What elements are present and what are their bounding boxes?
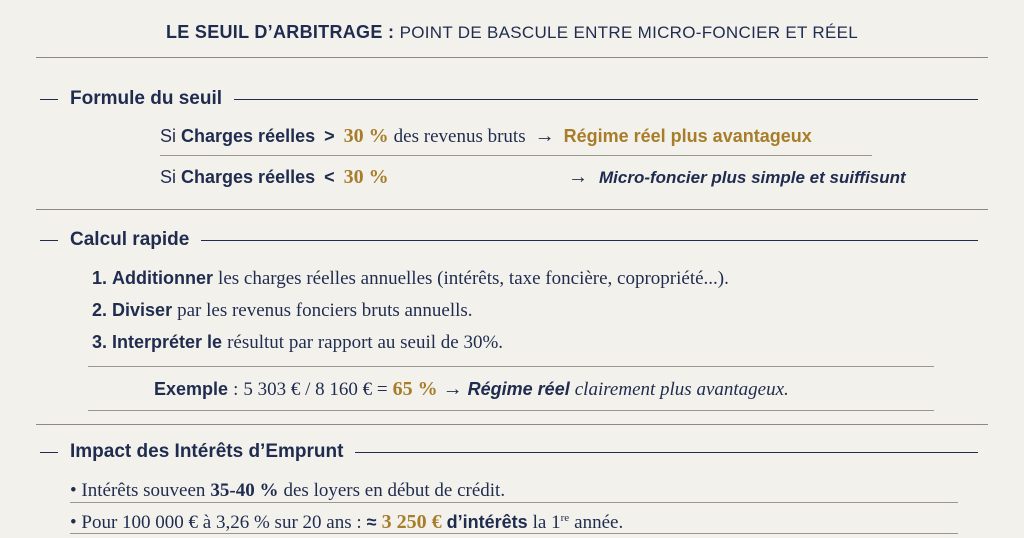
row1-si: Si: [160, 126, 177, 146]
calc-divider: [36, 424, 988, 425]
page-title: [0, 22, 1024, 43]
row1-operator: >: [324, 126, 335, 146]
row1-percent: 30 %: [343, 125, 389, 147]
bullet1-post: des loyers en début de crédit.: [283, 480, 506, 501]
formula-row-2-result: [568, 166, 906, 189]
heading-dash: [40, 452, 58, 453]
title-strong: LE SEUIL D’ARBITRAGE :: [165, 22, 395, 42]
calc-step-2: [92, 300, 473, 322]
step-verb: Interpréter le: [112, 332, 223, 352]
row2-percent: 30 %: [343, 166, 389, 188]
formula-heading-label: Formule du seuil: [70, 88, 223, 109]
bullet1-bold: 35-40 %: [210, 480, 279, 501]
calc-heading-label: Calcul rapide: [70, 229, 190, 250]
step-verb: Additionner: [112, 268, 214, 288]
row1-tail: des revenus bruts: [393, 126, 526, 147]
calc-step-1: [92, 268, 729, 290]
example-result: 65 %: [392, 378, 438, 400]
bullet2-pre: • Pour 100 000 € à 3,26 % sur 20 ans :: [70, 512, 362, 533]
bullet2-underline: [70, 533, 958, 534]
impact-heading-label: Impact des Intérêts d’Emprunt: [70, 441, 344, 462]
example-regime: Régime réel: [467, 379, 570, 399]
step-text: résultut par rapport au seuil de 30%.: [227, 332, 504, 353]
heading-dash: [40, 240, 58, 241]
example-bottom-line: [88, 410, 934, 411]
example-label: Exemple: [154, 379, 229, 399]
step-text: par les revenus fonciers bruts annuells.: [177, 300, 473, 321]
example-sep: :: [233, 379, 239, 400]
row2-result: Micro-foncier plus simple et suiffisunt: [599, 168, 906, 187]
step-text: les charges réelles annuelles (intérêts, taxe foncière, copropriété...).: [218, 268, 729, 289]
example-top-line: [88, 366, 934, 367]
bullet2-amount: 3 250 €: [381, 511, 442, 533]
step-number: 3.: [92, 332, 108, 352]
example-arrow: →: [442, 378, 463, 400]
impact-section-heading: [40, 440, 978, 464]
bullet2-post: la 1: [532, 512, 561, 533]
step-number: 1.: [92, 268, 108, 288]
bullet2-bold: d’intérêts: [446, 512, 528, 532]
example-tail: clairement plus avantageux.: [574, 379, 789, 400]
bullet2-post2: année.: [574, 512, 624, 533]
heading-line: [355, 452, 978, 453]
calc-step-3: [92, 332, 503, 354]
bullet2-sup: re: [560, 512, 570, 524]
step-number: 2.: [92, 300, 108, 320]
calc-section-heading: [40, 228, 978, 252]
bullet1-pre: • Intérêts souveen: [70, 480, 206, 501]
heading-dash: [40, 99, 58, 100]
formula-section-heading: [40, 87, 978, 111]
row2-charges: Charges réelles: [181, 167, 316, 187]
heading-line: [234, 99, 978, 100]
row2-operator: <: [324, 167, 335, 187]
impact-bullet-1: [70, 480, 505, 502]
row2-si: Si: [160, 167, 177, 187]
impact-bullet-2: [70, 511, 623, 534]
title-divider: [36, 57, 988, 58]
row1-arrow: →: [534, 125, 555, 147]
formula-divider: [36, 209, 988, 210]
row1-underline: [160, 155, 872, 156]
bullet2-approx: ≈: [366, 512, 377, 532]
example-row: [154, 378, 789, 401]
formula-row-1: [160, 125, 812, 148]
bullet1-underline: [70, 502, 958, 503]
step-verb: Diviser: [112, 300, 173, 320]
heading-line: [201, 240, 978, 241]
row1-result: Régime réel plus avantageux: [563, 126, 812, 146]
row1-charges: Charges réelles: [181, 126, 316, 146]
formula-row-2: [160, 166, 389, 189]
title-rest: POINT DE BASCULE ENTRE MICRO-FONCIER ET RÉEL: [399, 23, 858, 42]
example-calc: 5 303 € / 8 160 € =: [243, 379, 388, 400]
row2-arrow: →: [568, 166, 588, 188]
